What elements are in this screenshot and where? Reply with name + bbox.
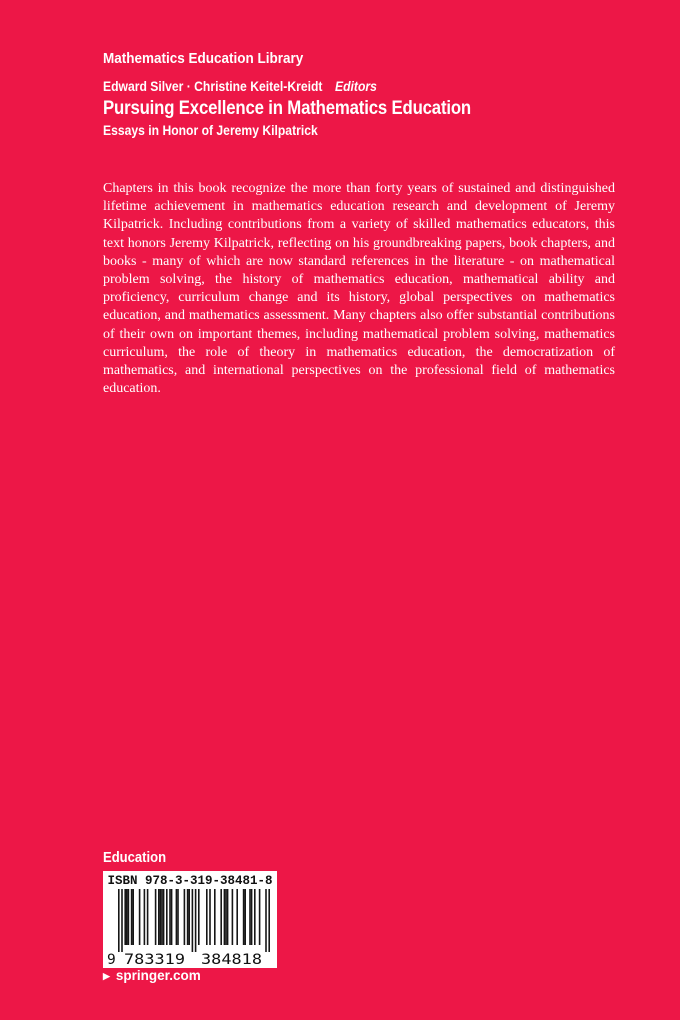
editor-names: Edward Silver · Christine Keitel-Kreidt — [103, 79, 323, 94]
ean-right-digits: 384818 — [201, 952, 262, 967]
publisher-website — [103, 968, 201, 983]
ean13-barcode — [107, 889, 273, 967]
arrow-right-icon: ▶ — [103, 970, 110, 981]
category-label — [103, 850, 173, 866]
book-title — [103, 97, 531, 120]
book-title-text: Pursuing Excellence in Mathematics Education — [103, 97, 471, 119]
website-text: springer.com — [115, 968, 201, 983]
isbn-barcode-box — [103, 871, 277, 968]
book-subtitle — [103, 123, 342, 138]
ean-left-digits: 783319 — [124, 952, 185, 967]
isbn-number: ISBN 978-3-319-38481-8 — [107, 874, 273, 888]
series-title — [103, 50, 326, 67]
back-cover-blurb: Chapters in this book recognize the more than forty years of sustained and distinguished lifetime achievement in mathematics education research and development of Jeremy Kilpatrick. Including contributions from a variety of skilled mathematics educators, this text honors Jeremy Kilpatrick, reflecting on his groundbreaking papers, book chapters, and books - many of which are now standard references in the literature - on mathematical problem solving, the history of mathematics education, mathematical ability and proficiency, curriculum change and its history, global perspectives on mathematics education, and mathematics assessment. Many chapters also offer substantial contributions of their own on important themes, including mathematical problem solving, mathematics curriculum, the role of theory in mathematics education, the democratization of mathematics, and international perspectives on the professional field of mathematics education. — [103, 181, 615, 397]
editors-line — [103, 79, 407, 94]
category-label-text: Education — [103, 850, 167, 866]
editors-label: Editors — [335, 79, 377, 94]
ean-lead-digit: 9 — [107, 952, 116, 967]
book-subtitle-text: Essays in Honor of Jeremy Kilpatrick — [103, 123, 318, 138]
series-title-text: Mathematics Education Library — [103, 50, 304, 67]
barcode-bars — [118, 889, 270, 952]
